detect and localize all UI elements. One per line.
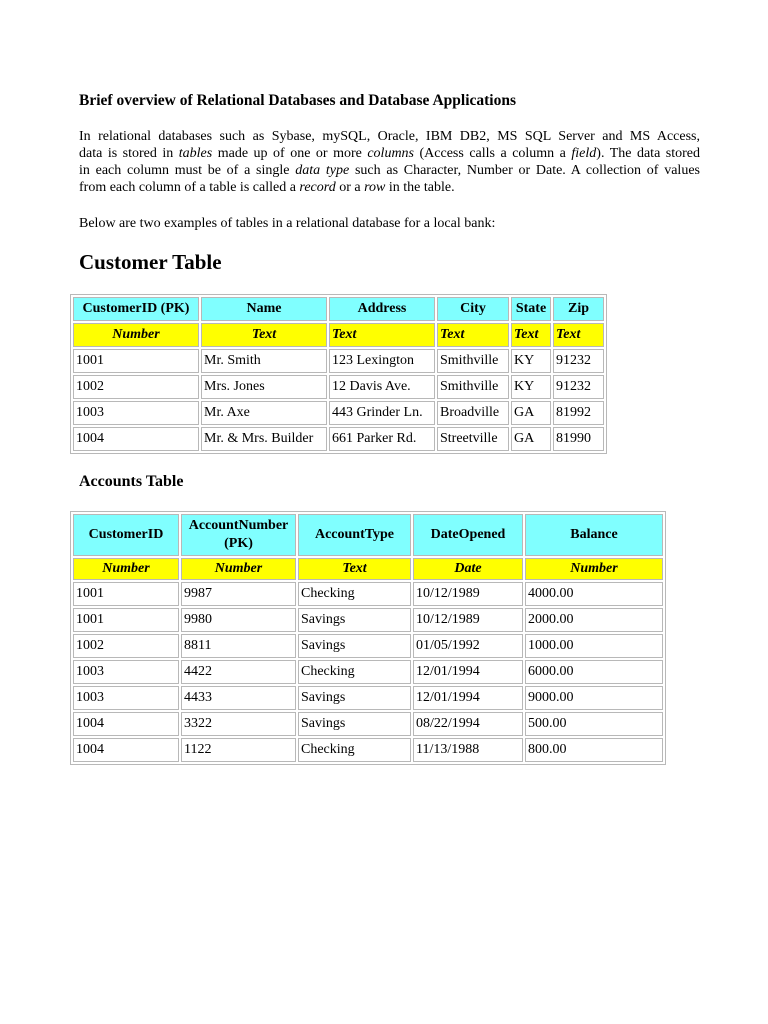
table-cell: 1004	[73, 712, 179, 736]
table-cell: Smithville	[437, 375, 509, 399]
column-header: DateOpened	[413, 514, 523, 556]
intro-text: or a	[335, 180, 365, 195]
table-cell: 08/22/1994	[413, 712, 523, 736]
intro-line	[79, 128, 700, 145]
table-cell: 443 Grinder Ln.	[329, 401, 435, 425]
table-cell: Mr. Axe	[201, 401, 327, 425]
accounts-table	[70, 511, 666, 765]
table-cell: Broadville	[437, 401, 509, 425]
data-type-cell: Text	[553, 323, 604, 347]
data-type-cell: Number	[525, 558, 663, 580]
intro-emphasis: columns	[367, 146, 415, 161]
table-cell: 81992	[553, 401, 604, 425]
table-cell: 12/01/1994	[413, 686, 523, 710]
table-cell: KY	[511, 349, 551, 373]
column-header: Balance	[525, 514, 663, 556]
column-header: Address	[329, 297, 435, 321]
intro-text: data is stored in	[79, 146, 179, 161]
intro-text: such as Character, Number or Date. A collection of values	[349, 163, 700, 178]
table-cell: 10/12/1989	[413, 608, 523, 632]
table-cell: Mr. & Mrs. Builder	[201, 427, 327, 451]
table-cell: 9987	[181, 582, 296, 606]
table-cell: Smithville	[437, 349, 509, 373]
table-cell: 1004	[73, 738, 179, 762]
data-type-cell: Date	[413, 558, 523, 580]
table-cell: 500.00	[525, 712, 663, 736]
intro-paragraph	[79, 128, 700, 196]
table-cell: 8811	[181, 634, 296, 658]
intro-line	[79, 145, 700, 162]
column-header: AccountType	[298, 514, 411, 556]
table-cell: Savings	[298, 608, 411, 632]
data-type-cell: Number	[73, 558, 179, 580]
table-cell: 1001	[73, 349, 199, 373]
table-cell: 3322	[181, 712, 296, 736]
table-cell: Mr. Smith	[201, 349, 327, 373]
table-cell: 1002	[73, 634, 179, 658]
table-row	[73, 634, 663, 658]
document-title: Brief overview of Relational Databases and Database Applications	[79, 92, 517, 109]
table-cell: 9980	[181, 608, 296, 632]
table-cell: Mrs. Jones	[201, 375, 327, 399]
table-cell: 123 Lexington	[329, 349, 435, 373]
table-row	[73, 427, 604, 451]
intro-emphasis: data type	[295, 163, 350, 178]
table-cell: 01/05/1992	[413, 634, 523, 658]
customer-table	[70, 294, 607, 454]
intro-text: made up of one or more	[212, 146, 368, 161]
type-row	[73, 323, 604, 347]
table-cell: 1001	[73, 608, 179, 632]
table-row	[73, 582, 663, 606]
lead-sentence: Below are two examples of tables in a relational database for a local bank:	[79, 216, 496, 231]
table-cell: 4422	[181, 660, 296, 684]
table-cell: GA	[511, 401, 551, 425]
intro-text: In relational databases such as Sybase, mySQL, Oracle, IBM DB2, MS SQL Server and MS Access,	[79, 129, 700, 144]
intro-emphasis: field	[571, 146, 597, 161]
table-cell: Checking	[298, 738, 411, 762]
table-row	[73, 375, 604, 399]
table-cell: 4433	[181, 686, 296, 710]
header-row	[73, 297, 604, 321]
accounts-table-heading: Accounts Table	[79, 473, 184, 490]
table-cell: 12 Davis Ave.	[329, 375, 435, 399]
table-cell: 9000.00	[525, 686, 663, 710]
intro-text: in the table.	[385, 180, 455, 195]
table-cell: Checking	[298, 582, 411, 606]
table-row	[73, 712, 663, 736]
table-cell: 1003	[73, 686, 179, 710]
column-header: CustomerID	[73, 514, 179, 556]
table-cell: KY	[511, 375, 551, 399]
type-row	[73, 558, 663, 580]
table-cell: 6000.00	[525, 660, 663, 684]
column-header: Name	[201, 297, 327, 321]
table-cell: 91232	[553, 375, 604, 399]
table-cell: 1000.00	[525, 634, 663, 658]
table-row	[73, 686, 663, 710]
intro-text: ). The data stored	[596, 146, 701, 161]
table-cell: 10/12/1989	[413, 582, 523, 606]
table-cell: GA	[511, 427, 551, 451]
table-cell: Streetville	[437, 427, 509, 451]
table-row	[73, 349, 604, 373]
column-header: CustomerID (PK)	[73, 297, 199, 321]
table-cell: 1003	[73, 660, 179, 684]
table-cell: 12/01/1994	[413, 660, 523, 684]
table-cell: 800.00	[525, 738, 663, 762]
table-row	[73, 738, 663, 762]
table-cell: 1122	[181, 738, 296, 762]
data-type-cell: Text	[329, 323, 435, 347]
table-row	[73, 608, 663, 632]
data-type-cell: Text	[511, 323, 551, 347]
table-cell: 81990	[553, 427, 604, 451]
table-cell: Checking	[298, 660, 411, 684]
data-type-cell: Number	[73, 323, 199, 347]
table-cell: 1003	[73, 401, 199, 425]
data-type-cell: Number	[181, 558, 296, 580]
table-cell: Savings	[298, 712, 411, 736]
table-row	[73, 401, 604, 425]
table-cell: 91232	[553, 349, 604, 373]
table-cell: Savings	[298, 686, 411, 710]
column-header: AccountNumber (PK)	[181, 514, 296, 556]
data-type-cell: Text	[201, 323, 327, 347]
intro-emphasis: row	[364, 180, 386, 195]
table-cell: 4000.00	[525, 582, 663, 606]
table-cell: 1001	[73, 582, 179, 606]
customer-table-heading: Customer Table	[79, 250, 222, 274]
intro-line	[79, 179, 700, 196]
intro-text: (Access calls a column a	[414, 146, 572, 161]
table-cell: 1002	[73, 375, 199, 399]
table-cell: Savings	[298, 634, 411, 658]
intro-emphasis: tables	[178, 146, 213, 161]
intro-text: in each column must be of a single	[79, 163, 296, 178]
column-header: Zip	[553, 297, 604, 321]
data-type-cell: Text	[437, 323, 509, 347]
table-cell: 661 Parker Rd.	[329, 427, 435, 451]
intro-emphasis: record	[299, 180, 336, 195]
table-row	[73, 660, 663, 684]
table-cell: 1004	[73, 427, 199, 451]
table-cell: 2000.00	[525, 608, 663, 632]
column-header: State	[511, 297, 551, 321]
intro-line	[79, 162, 700, 179]
table-cell: 11/13/1988	[413, 738, 523, 762]
column-header: City	[437, 297, 509, 321]
header-row	[73, 514, 663, 556]
intro-text: from each column of a table is called a	[79, 180, 300, 195]
data-type-cell: Text	[298, 558, 411, 580]
